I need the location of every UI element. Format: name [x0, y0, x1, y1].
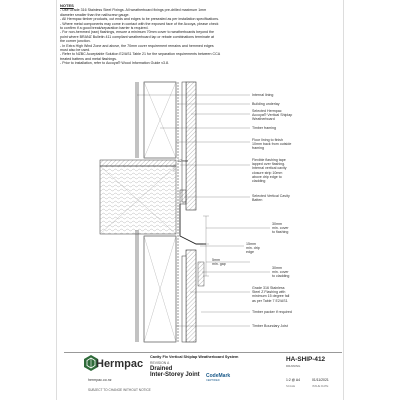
notes-line: treated battens and metal flashings. [60, 56, 117, 61]
label-timber-framing: Timber framing [252, 126, 277, 130]
label-dimension: 12mm [178, 159, 188, 163]
notes-line: - All Hermpac timber products, cut ends and edges to be presealed as per installation specifications. [60, 17, 220, 22]
lower-timber-framing [144, 236, 176, 342]
notes-line: - In Extra High Wind Zone and above, the 70mm cover requirement remains and hemmed edges [60, 43, 214, 48]
notes-line: - Use Grade 316 Stainless Steel Fixings. All weatherboard fixings pre-drilled maximum 1mm [60, 8, 207, 13]
notes-line: to confirm if a good break/separation barrier is required. [60, 26, 149, 31]
label-weatherboard: Selected Hermpac Accoya® Vertical Shiplap Weatherboard [252, 109, 293, 122]
label-building-underlay: Building underlay [252, 102, 280, 106]
label-cover-cladding: 30mm min. cover to cladding [272, 266, 290, 279]
revision: REVISION A [150, 361, 170, 365]
detail-title: Drained Inter-Storey Joint [150, 366, 200, 379]
floor-joist-zone [100, 160, 176, 234]
notes-line: - For non-hemmed (raw) flashings, ensure a minimum 70mm cover to weatherboards beyond the [60, 30, 214, 35]
notes-title: NOTES [60, 3, 74, 8]
label-cavity-batten: Selected Vertical Cavity Batten [252, 194, 290, 203]
drawing-code-sub: DRAWING [286, 364, 301, 368]
codemark-logo: CodeMark [206, 373, 231, 379]
brand-name: Hermpac [96, 358, 144, 370]
disclaimer: SUBJECT TO CHANGE WITHOUT NOTICE [88, 388, 151, 392]
brand-website: hermpac.co.nz [88, 378, 112, 382]
codemark-sub: CERTIFIED [206, 379, 220, 382]
scale-value: 1:2 @ A4 [286, 378, 300, 382]
label-z-flashing: Grade 316 Stainless Steel Z Flashing with minimum 15 degree fall as per Table 7 E2/AS1 [252, 286, 290, 303]
notes-line: must also be used. [60, 48, 91, 53]
label-internal-lining: Internal lining [252, 93, 274, 97]
label-cover-flashing: 30mm min. cover to flashing [272, 222, 289, 235]
notes-line: - Prior to installation, refer to Accoya® Wood Information Guide v3.8. [60, 61, 170, 66]
issue-date-label: ISSUE DATE [312, 384, 329, 388]
scale-label: SCALE [286, 384, 296, 388]
notes-line: - Where metal components may come in contact with the exposed face of the Accoya, please check [60, 21, 219, 26]
label-timber-packer: Timber packer if required [252, 310, 292, 314]
drawing-code: HA-SHIP-412 [286, 356, 326, 363]
timber-packer [198, 262, 204, 286]
notes-line: - Refer to NZBC Acceptable Solution E2/AS1 Table 21 for the separation requirements between CCA [60, 52, 221, 57]
notes-line: the corner junction. [60, 39, 91, 44]
label-flexible-flashing: Flexible flashing tape lapped over flashing. Internal vertical cavity closure strip 10mm above drip edge to cladding [252, 158, 287, 184]
system-title: Cavity Fix Vertical Shiplap Weatherboard System [150, 355, 239, 359]
label-gap: 5mm min. gap [212, 258, 226, 267]
label-drip-edge: 15mm min. drip edge [246, 242, 260, 255]
lower-weatherboard [182, 250, 196, 342]
label-boundary-joist: Timber Boundary Joist [252, 324, 288, 328]
notes-line: diameter smaller than the nail/screw gauge. [60, 12, 130, 17]
label-floor-lining: Floor lining to finish 10mm back from outside framing [252, 138, 292, 151]
upper-timber-framing [144, 82, 176, 158]
notes-line: point where BRANZ Bulletin 411 compliant weatherboard lap or rebate combinations terminate at [60, 34, 214, 39]
issue-date: 01/11/2021 [312, 378, 329, 382]
